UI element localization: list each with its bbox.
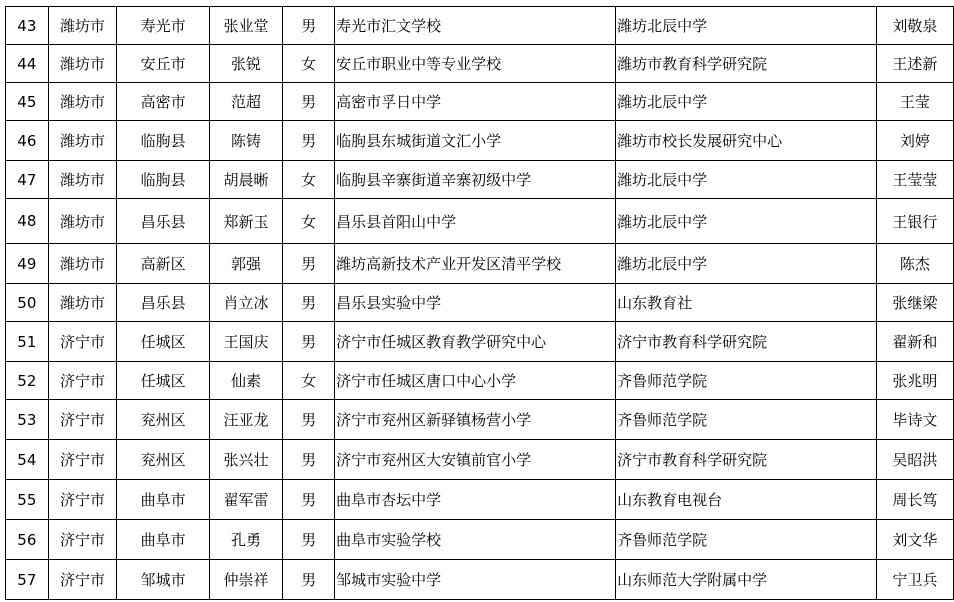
cell-mentor: 刘文华 [876, 520, 953, 560]
cell-city: 潍坊市 [48, 121, 117, 161]
cell-gender: 女 [283, 362, 335, 400]
cell-gender: 男 [283, 244, 335, 284]
cell-name: 王国庆 [209, 322, 282, 362]
cell-org: 潍坊市校长发展研究中心 [616, 121, 877, 161]
cell-name: 张业堂 [209, 7, 282, 45]
cell-mentor: 陈杰 [876, 244, 953, 284]
cell-school: 昌乐县首阳山中学 [335, 199, 616, 244]
cell-org: 潍坊北辰中学 [616, 199, 877, 244]
cell-name: 张兴壮 [209, 440, 282, 480]
cell-gender: 女 [283, 45, 335, 83]
cell-district: 邹城市 [117, 560, 209, 600]
cell-no: 55 [6, 480, 49, 520]
cell-org: 齐鲁师范学院 [616, 400, 877, 440]
cell-org: 山东师范大学附属中学 [616, 560, 877, 600]
cell-city: 济宁市 [48, 362, 117, 400]
cell-no: 57 [6, 560, 49, 600]
cell-mentor: 毕诗文 [876, 400, 953, 440]
cell-school: 高密市孚日中学 [335, 83, 616, 121]
cell-name: 汪亚龙 [209, 400, 282, 440]
cell-org: 潍坊北辰中学 [616, 83, 877, 121]
cell-city: 潍坊市 [48, 161, 117, 199]
cell-city: 济宁市 [48, 322, 117, 362]
cell-school: 济宁市兖州区大安镇前官小学 [335, 440, 616, 480]
cell-district: 昌乐县 [117, 199, 209, 244]
cell-school: 济宁市任城区唐口中心小学 [335, 362, 616, 400]
cell-mentor: 宁卫兵 [876, 560, 953, 600]
cell-district: 曲阜市 [117, 520, 209, 560]
cell-mentor: 周长笃 [876, 480, 953, 520]
cell-district: 高密市 [117, 83, 209, 121]
cell-name: 胡晨晰 [209, 161, 282, 199]
cell-name: 郭强 [209, 244, 282, 284]
cell-district: 寿光市 [117, 7, 209, 45]
cell-mentor: 王银行 [876, 199, 953, 244]
cell-district: 临朐县 [117, 161, 209, 199]
cell-name: 孔勇 [209, 520, 282, 560]
cell-name: 仲崇祥 [209, 560, 282, 600]
cell-no: 43 [6, 7, 49, 45]
cell-mentor: 翟新和 [876, 322, 953, 362]
cell-name: 肖立冰 [209, 284, 282, 322]
table-row [6, 121, 954, 161]
cell-name: 陈铸 [209, 121, 282, 161]
table-row [6, 161, 954, 199]
cell-no: 46 [6, 121, 49, 161]
cell-mentor: 王述新 [876, 45, 953, 83]
cell-city: 潍坊市 [48, 83, 117, 121]
cell-district: 临朐县 [117, 121, 209, 161]
roster-table [5, 6, 954, 600]
cell-district: 曲阜市 [117, 480, 209, 520]
cell-no: 56 [6, 520, 49, 560]
cell-city: 济宁市 [48, 560, 117, 600]
table-row [6, 440, 954, 480]
cell-gender: 女 [283, 199, 335, 244]
cell-district: 兖州区 [117, 400, 209, 440]
cell-school: 曲阜市实验学校 [335, 520, 616, 560]
table-row [6, 244, 954, 284]
cell-no: 49 [6, 244, 49, 284]
cell-mentor: 张兆明 [876, 362, 953, 400]
cell-org: 济宁市教育科学研究院 [616, 440, 877, 480]
cell-gender: 男 [283, 7, 335, 45]
cell-mentor: 王莹莹 [876, 161, 953, 199]
cell-school: 安丘市职业中等专业学校 [335, 45, 616, 83]
table-row [6, 560, 954, 600]
cell-org: 潍坊北辰中学 [616, 244, 877, 284]
cell-no: 53 [6, 400, 49, 440]
table-row [6, 400, 954, 440]
cell-city: 济宁市 [48, 400, 117, 440]
table-row [6, 83, 954, 121]
cell-name: 郑新玉 [209, 199, 282, 244]
table-row [6, 520, 954, 560]
cell-school: 济宁市任城区教育教学研究中心 [335, 322, 616, 362]
cell-school: 临朐县东城街道文汇小学 [335, 121, 616, 161]
cell-org: 山东教育社 [616, 284, 877, 322]
cell-org: 济宁市教育科学研究院 [616, 322, 877, 362]
cell-org: 潍坊北辰中学 [616, 7, 877, 45]
cell-org: 齐鲁师范学院 [616, 362, 877, 400]
cell-gender: 男 [283, 121, 335, 161]
roster-body [6, 7, 954, 600]
cell-mentor: 吴昭洪 [876, 440, 953, 480]
cell-gender: 男 [283, 322, 335, 362]
cell-name: 翟军雷 [209, 480, 282, 520]
cell-city: 济宁市 [48, 440, 117, 480]
cell-city: 潍坊市 [48, 284, 117, 322]
table-row [6, 322, 954, 362]
cell-gender: 男 [283, 520, 335, 560]
cell-no: 48 [6, 199, 49, 244]
cell-org: 齐鲁师范学院 [616, 520, 877, 560]
cell-gender: 男 [283, 480, 335, 520]
cell-no: 44 [6, 45, 49, 83]
table-row [6, 362, 954, 400]
cell-school: 昌乐县实验中学 [335, 284, 616, 322]
cell-name: 张锐 [209, 45, 282, 83]
cell-org: 潍坊北辰中学 [616, 161, 877, 199]
table-row [6, 480, 954, 520]
cell-city: 潍坊市 [48, 45, 117, 83]
table-row [6, 199, 954, 244]
cell-school: 济宁市兖州区新驿镇杨营小学 [335, 400, 616, 440]
cell-mentor: 刘婷 [876, 121, 953, 161]
cell-no: 52 [6, 362, 49, 400]
cell-city: 潍坊市 [48, 244, 117, 284]
cell-gender: 女 [283, 161, 335, 199]
cell-district: 高新区 [117, 244, 209, 284]
cell-city: 潍坊市 [48, 199, 117, 244]
cell-gender: 男 [283, 284, 335, 322]
cell-school: 寿光市汇文学校 [335, 7, 616, 45]
cell-gender: 男 [283, 560, 335, 600]
cell-city: 济宁市 [48, 520, 117, 560]
cell-mentor: 刘敬泉 [876, 7, 953, 45]
cell-city: 济宁市 [48, 480, 117, 520]
cell-no: 54 [6, 440, 49, 480]
cell-school: 潍坊高新技术产业开发区清平学校 [335, 244, 616, 284]
cell-mentor: 王莹 [876, 83, 953, 121]
cell-district: 昌乐县 [117, 284, 209, 322]
cell-mentor: 张继梁 [876, 284, 953, 322]
cell-no: 45 [6, 83, 49, 121]
table-row [6, 7, 954, 45]
cell-org: 潍坊市教育科学研究院 [616, 45, 877, 83]
cell-school: 邹城市实验中学 [335, 560, 616, 600]
cell-city: 潍坊市 [48, 7, 117, 45]
cell-school: 曲阜市杏坛中学 [335, 480, 616, 520]
cell-school: 临朐县辛寨街道辛寨初级中学 [335, 161, 616, 199]
cell-district: 安丘市 [117, 45, 209, 83]
cell-gender: 男 [283, 83, 335, 121]
cell-no: 50 [6, 284, 49, 322]
cell-name: 仙素 [209, 362, 282, 400]
cell-district: 兖州区 [117, 440, 209, 480]
cell-district: 任城区 [117, 362, 209, 400]
cell-no: 47 [6, 161, 49, 199]
cell-district: 任城区 [117, 322, 209, 362]
table-row [6, 284, 954, 322]
cell-gender: 男 [283, 440, 335, 480]
table-row [6, 45, 954, 83]
cell-no: 51 [6, 322, 49, 362]
cell-org: 山东教育电视台 [616, 480, 877, 520]
cell-name: 范超 [209, 83, 282, 121]
cell-gender: 男 [283, 400, 335, 440]
